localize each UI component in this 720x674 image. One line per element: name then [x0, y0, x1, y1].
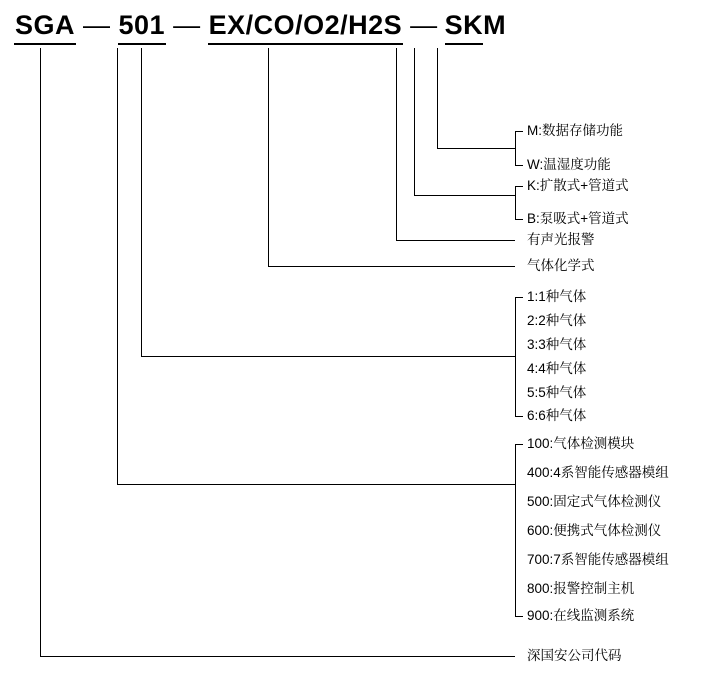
bracket-series-group [515, 444, 516, 616]
tick-gascount-6 [515, 416, 523, 417]
code-segment-gases: EX/CO/O2/H2S [208, 10, 404, 45]
label-series-500: 500:固定式气体检测仪 [527, 494, 662, 509]
leader-line-sampling-vertical [414, 48, 415, 195]
leader-line-sampling-horizontal [414, 195, 515, 196]
label-series-800: 800:报警控制主机 [527, 581, 635, 596]
label-series-900: 900:在线监测系统 [527, 608, 635, 623]
bracket-sampling-group [515, 186, 516, 219]
leader-line-alarm-horizontal [396, 240, 515, 241]
code-dash-2: — [173, 10, 201, 40]
label-gascount-5: 5:5种气体 [527, 385, 587, 400]
code-segment-brand: SGA [14, 10, 76, 45]
label-sampling-b: B:泵吸式+管道式 [527, 211, 629, 226]
code-segment-series: 501 [118, 10, 167, 45]
label-series-700: 700:7系智能传感器模组 [527, 552, 669, 567]
leader-line-brand-horizontal [40, 656, 515, 657]
tick-gascount-1 [515, 297, 523, 298]
leader-line-alarm-vertical [396, 48, 397, 240]
bracket-suffix-group [515, 131, 516, 165]
code-segment-sk: SK [445, 10, 484, 45]
label-gascount-2: 2:2种气体 [527, 313, 587, 328]
tick-series-900 [515, 616, 523, 617]
label-gascount-6: 6:6种气体 [527, 408, 587, 423]
code-dash-3: — [410, 10, 438, 40]
leader-line-gascount-vertical [141, 48, 142, 356]
leader-line-series-vertical [117, 48, 118, 484]
leader-line-series-horizontal [117, 484, 515, 485]
bracket-gascount-group [515, 297, 516, 416]
tick-sampling-b [515, 219, 523, 220]
leader-line-suffix-horizontal [437, 148, 515, 149]
label-gas-formula: 气体化学式 [527, 258, 595, 273]
label-gascount-3: 3:3种气体 [527, 337, 587, 352]
label-series-100: 100:气体检测模块 [527, 436, 635, 451]
label-sampling-k: K:扩散式+管道式 [527, 178, 629, 193]
leader-line-gasformula-horizontal [268, 266, 515, 267]
label-gascount-4: 4:4种气体 [527, 361, 587, 376]
leader-line-brand-vertical [40, 48, 41, 656]
label-series-600: 600:便携式气体检测仪 [527, 523, 662, 538]
tick-sampling-k [515, 186, 523, 187]
tick-suffix-m [515, 131, 523, 132]
code-dash-1: — [83, 10, 111, 40]
label-alarm: 有声光报警 [527, 232, 595, 247]
label-gascount-1: 1:1种气体 [527, 289, 587, 304]
leader-line-suffix-vertical [437, 48, 438, 148]
code-segment-m: M [483, 10, 507, 40]
leader-line-gascount-horizontal [141, 356, 515, 357]
label-series-400: 400:4系智能传感器模组 [527, 465, 669, 480]
label-suffix-w: W:温湿度功能 [527, 157, 611, 172]
leader-line-gasformula-vertical [268, 48, 269, 266]
label-suffix-m: M:数据存储功能 [527, 123, 623, 138]
tick-suffix-w [515, 165, 523, 166]
tick-series-100 [515, 444, 523, 445]
label-company-code: 深国安公司代码 [527, 648, 622, 663]
product-code-line [14, 10, 506, 45]
